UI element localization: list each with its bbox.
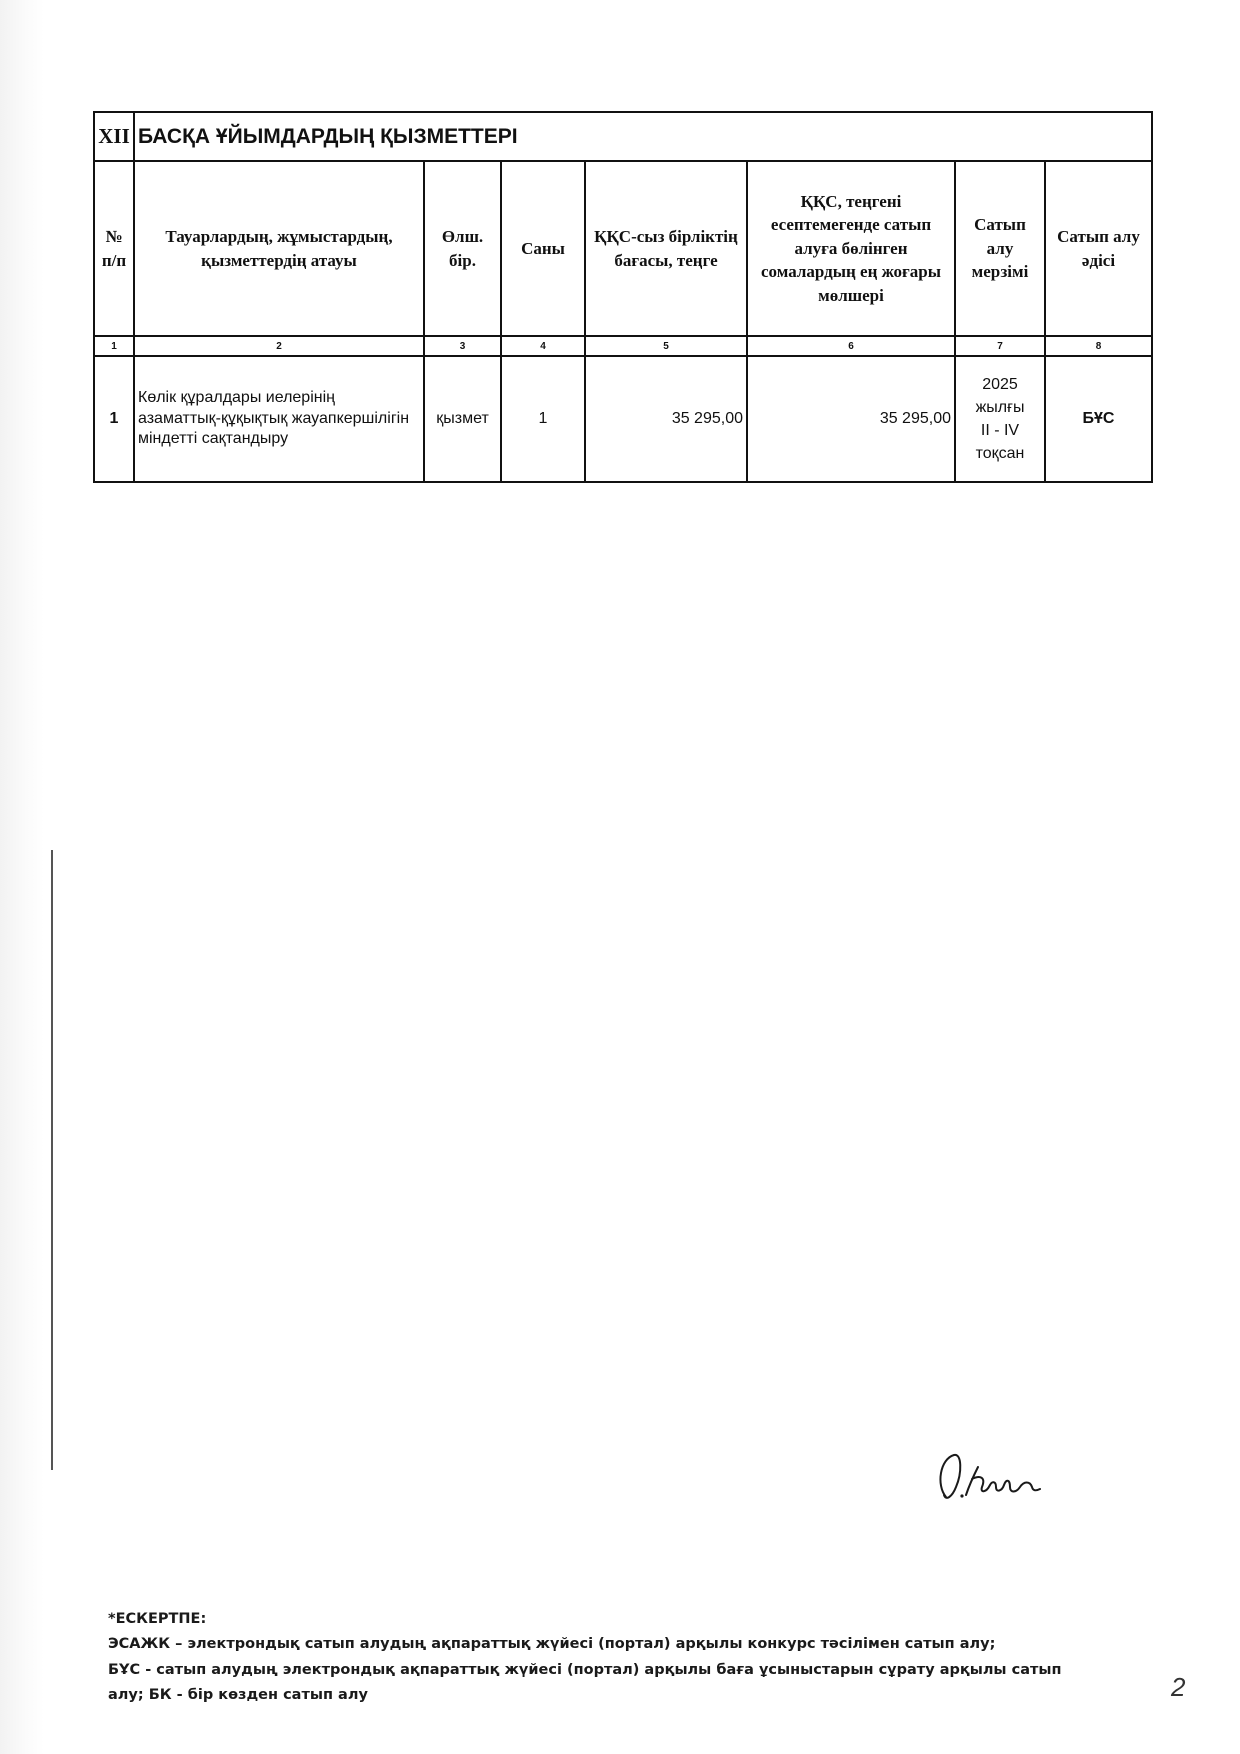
column-index: 5 (585, 336, 747, 356)
header-unit-price: ҚҚС-сыз бірліктің бағасы, теңге (585, 161, 747, 336)
procurement-table (93, 111, 1153, 483)
row-term-year: 2025 жылғы (975, 375, 1025, 416)
notes-line: алу; БК - бір көзден сатып алу (108, 1687, 368, 1704)
column-index: 1 (94, 336, 134, 356)
scan-edge-shadow (0, 0, 44, 1754)
row-unit: қызмет (424, 356, 501, 482)
column-index-row (94, 336, 1152, 356)
table-row (94, 356, 1152, 482)
signature-icon (932, 1445, 1052, 1515)
header-method: Сатып алу әдісі (1045, 161, 1152, 336)
row-term-quarters: II - IV (980, 422, 1020, 439)
row-term-unit: тоқсан (975, 445, 1025, 463)
row-term (955, 356, 1045, 482)
column-index: 8 (1045, 336, 1152, 356)
notes-line: ЭСАЖК – электрондық сатып алудың ақпараттық жүйесі (портал) арқылы конкурс тәсілімен сатып алу; (108, 1636, 996, 1653)
notes-line: БҰС - сатып алудың электрондық ақпараттық жүйесі (портал) арқылы баға ұсыныстарын сұрату арқылы сатып (108, 1661, 1062, 1678)
row-unit-price: 35 295,00 (585, 356, 747, 482)
column-index: 2 (134, 336, 424, 356)
row-item-name: Көлік құралдары иелерінің азаматтық-құқықтық жауапкершілігін міндетті сақтандыру (134, 356, 424, 482)
column-index: 6 (747, 336, 955, 356)
notes-block (108, 1607, 1108, 1709)
column-index: 7 (955, 336, 1045, 356)
header-term: Сатып алу мерзімі (955, 161, 1045, 336)
header-num: № п/п (94, 161, 134, 336)
row-method: БҰС (1045, 356, 1152, 482)
column-index: 3 (424, 336, 501, 356)
page-number: 2 (1171, 1672, 1186, 1702)
notes-heading: *ЕСКЕРТПЕ: (108, 1611, 207, 1627)
header-row (94, 161, 1152, 336)
section-number: XII (94, 112, 134, 161)
binder-mark (51, 850, 53, 1470)
section-row (94, 112, 1152, 161)
header-unit: Өлш. бір. (424, 161, 501, 336)
section-title: БАСҚА ҰЙЫМДАРДЫҢ ҚЫЗМЕТТЕРІ (134, 112, 1152, 161)
row-number: 1 (94, 356, 134, 482)
header-name: Тауарлардың, жұмыстардың, қызметтердің атауы (134, 161, 424, 336)
column-index: 4 (501, 336, 585, 356)
row-quantity: 1 (501, 356, 585, 482)
header-qty: Саны (501, 161, 585, 336)
row-max-amount: 35 295,00 (747, 356, 955, 482)
header-max-amount: ҚҚС, теңгені есептемегенде сатып алуға бөлінген сомалардың ең жоғары мөлшері (747, 161, 955, 336)
